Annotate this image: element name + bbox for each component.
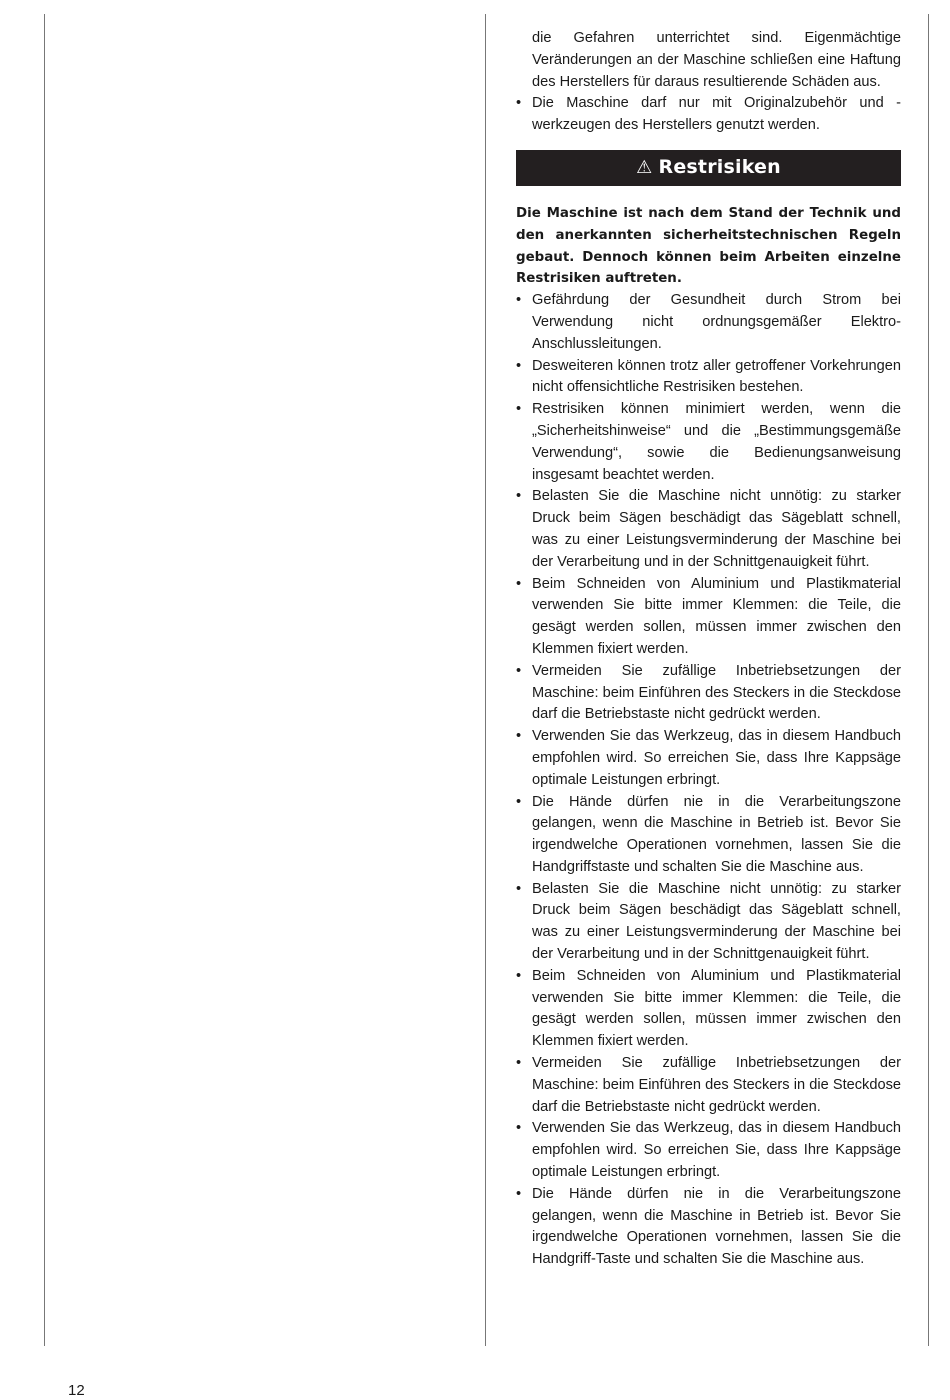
list-item: • Verwenden Sie das Werkzeug, das in diesem Handbuch empfohlen wird. So erreichen Sie, dass Ihre Kappsäge optimale Leistungen erbringt.: [516, 1118, 901, 1183]
list-item: • Vermeiden Sie zufällige Inbetriebsetzungen der Maschine: beim Einführen des Steckers in die Steckdose darf die Betriebstaste nicht gedrückt werden.: [516, 661, 901, 726]
right-margin-rule: [928, 14, 929, 1346]
list-item: • Die Hände dürfen nie in die Verarbeitungszone gelangen, wenn die Maschine in Betrieb ist. Bevor Sie irgendwelche Operationen vornehmen, lassen Sie die Handgriff-Taste und schalten Sie die Maschine aus.: [516, 1184, 901, 1271]
list-item: • Verwenden Sie das Werkzeug, das in diesem Handbuch empfohlen wird. So erreichen Sie, dass Ihre Kappsäge optimale Leistungen erbringt.: [516, 726, 901, 791]
list-item: • Restrisiken können minimiert werden, wenn die „Sicherheitshinweise“ und die „Bestimmungsgemäße Verwendung“, sowie die Bedienungsanweisung insgesamt beachtet werden.: [516, 399, 901, 486]
section-intro: Die Maschine ist nach dem Stand der Technik und den anerkannten sicherheitstechnischen Regeln gebaut. Dennoch können beim Arbeiten einzelne Restrisiken auftreten.: [516, 205, 901, 287]
list-item: • Vermeiden Sie zufällige Inbetriebsetzungen der Maschine: beim Einführen des Steckers in die Steckdose darf die Betriebstaste nicht gedrückt werden.: [516, 1053, 901, 1118]
list-item: • Gefährdung der Gesundheit durch Strom bei Verwendung nicht ordnungsgemäßer Elektro-Anschlussleitungen.: [516, 290, 901, 355]
page-number: 12: [68, 1382, 85, 1399]
list-item: • Die Maschine darf nur mit Originalzubehör und -werkzeugen des Herstellers genutzt werden.: [516, 93, 901, 137]
list-item: • Belasten Sie die Maschine nicht unnötig: zu starker Druck beim Sägen beschädigt das Sägeblatt schnell, was zu einer Leistungsverminderung der Maschine bei der Verarbeitung und in der Schnittgenauigkeit führt.: [516, 879, 901, 966]
list-item: • Beim Schneiden von Aluminium und Plastikmaterial verwenden Sie bitte immer Klemmen: die Teile, die gesägt werden sollen, müssen immer zwischen den Klemmen fixiert werden.: [516, 574, 901, 661]
risk-list: [516, 290, 901, 1271]
list-item: • Beim Schneiden von Aluminium und Plastikmaterial verwenden Sie bitte immer Klemmen: die Teile, die gesägt werden sollen, müssen immer zwischen den Klemmen fixiert werden.: [516, 966, 901, 1053]
section-heading-bar: [516, 150, 901, 186]
warning-triangle-icon: ⚠: [636, 157, 653, 179]
right-text-column: [516, 28, 901, 1271]
list-item: • Die Hände dürfen nie in die Verarbeitungszone gelangen, wenn die Maschine in Betrieb ist. Bevor Sie irgendwelche Operationen vornehmen, lassen Sie die Handgriffstaste und schalten Sie die Maschine aus.: [516, 792, 901, 879]
list-item: • Desweiteren können trotz aller getroffener Vorkehrungen nicht offensichtliche Restrisiken bestehen.: [516, 356, 901, 400]
section-title: Restrisiken: [658, 156, 781, 179]
continued-list: [516, 28, 901, 137]
column-divider-rule: [485, 14, 486, 1346]
list-item: die Gefahren unterrichtet sind. Eigenmächtige Veränderungen an der Maschine schließen eine Haftung des Herstellers für daraus resultierende Schäden aus.: [532, 30, 901, 90]
left-margin-rule: [44, 14, 45, 1346]
list-item: • Belasten Sie die Maschine nicht unnötig: zu starker Druck beim Sägen beschädigt das Sägeblatt schnell, was zu einer Leistungsverminderung der Maschine bei der Verarbeitung und in der Schnittgenauigkeit führt.: [516, 486, 901, 573]
